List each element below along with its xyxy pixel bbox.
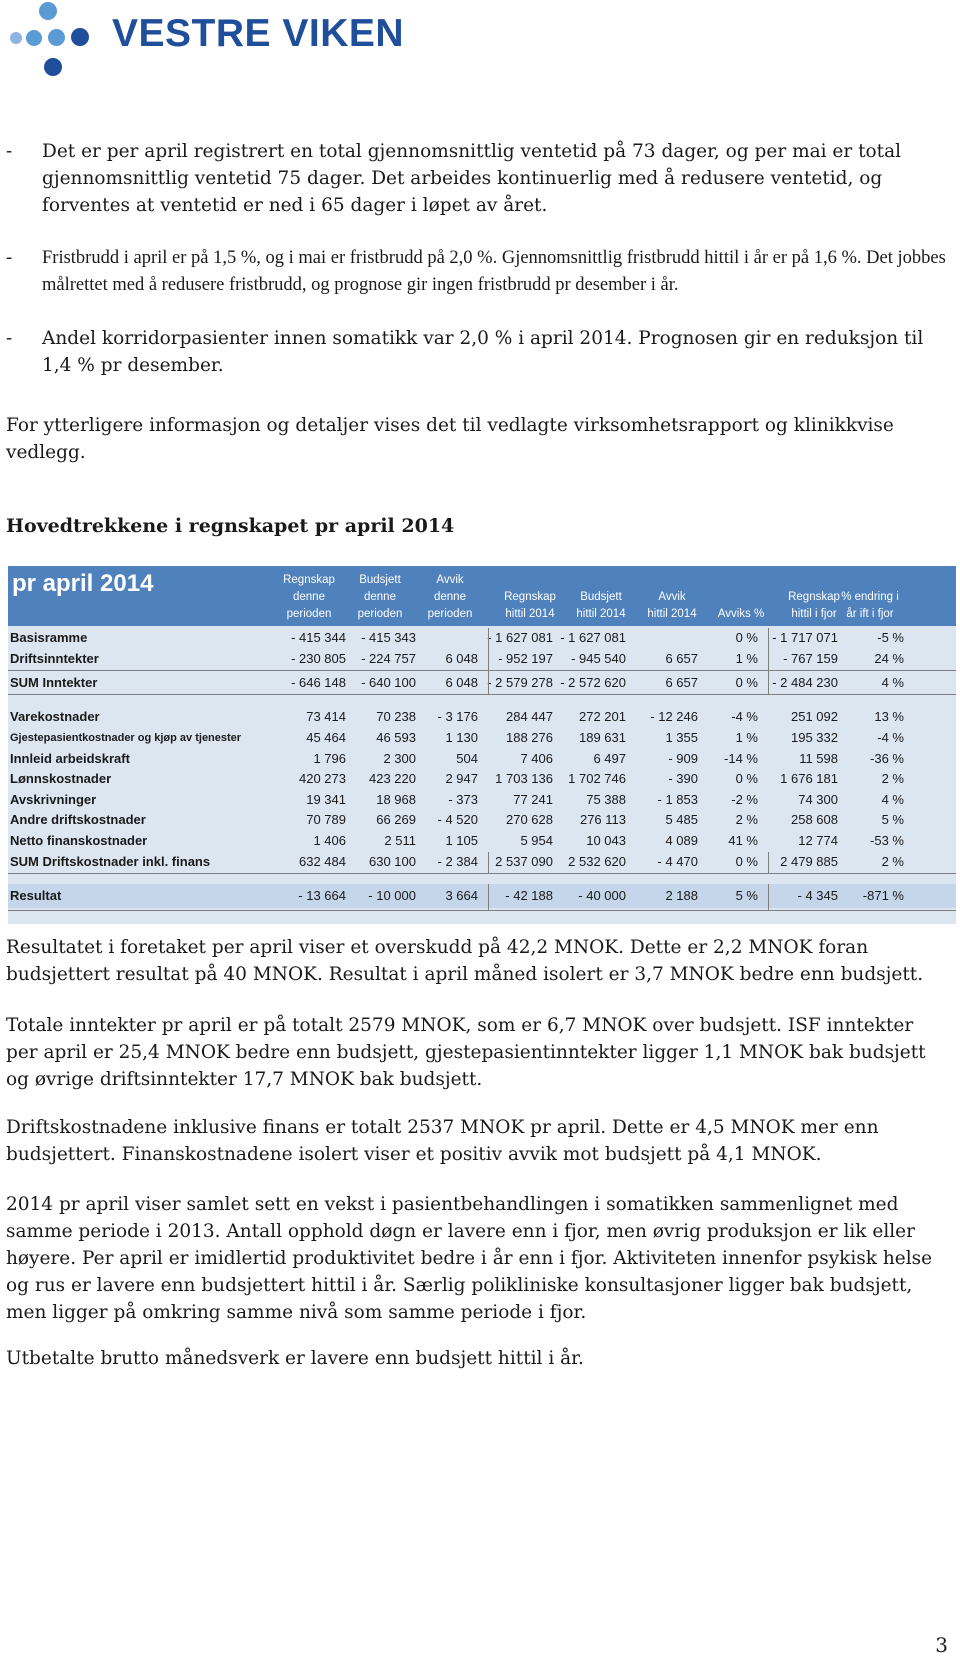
- table-cell: 504: [456, 751, 478, 766]
- table-cell: 75 388: [586, 792, 626, 807]
- table-cell: - 2 579 278: [487, 675, 553, 690]
- financial-table: [8, 566, 956, 924]
- table-cell: 11 598: [799, 751, 838, 766]
- table-cell: 2 %: [881, 771, 904, 786]
- table-cell: 6 497: [593, 751, 626, 766]
- table-cell: 1 355: [665, 730, 698, 745]
- column-header: [561, 589, 641, 623]
- paragraph-income: Totale inntekter pr april er på totalt 2579 MNOK, som er 6,7 MNOK over budsjett. ISF inntekter per april er 25,4 MNOK bedre enn budsjett, gjestepasientinntekter ligger 1,1 MNOK bak budsjett og øvrige driftsinntekter 17,7 MNOK bak budsjett.: [6, 1015, 926, 1090]
- table-cell: 276 113: [579, 812, 626, 827]
- column-divider: [768, 852, 769, 873]
- table-divider: [8, 670, 956, 671]
- table-cell: 632 484: [299, 854, 346, 869]
- table-cell: - 767 159: [783, 651, 838, 666]
- table-cell: 12 774: [798, 833, 838, 848]
- bullet-dash: -: [6, 141, 13, 162]
- table-cell: 13 %: [874, 709, 904, 724]
- column-header-line: Regnskap: [788, 591, 840, 603]
- table-cell: - 2 384: [437, 854, 478, 869]
- table-cell: - 909: [668, 751, 698, 766]
- table-cell: 45 464: [306, 730, 346, 745]
- table-row: [8, 769, 956, 790]
- table-cell: 0 %: [735, 675, 758, 690]
- table-row: [8, 628, 956, 649]
- table-cell: 258 608: [791, 812, 838, 827]
- table-cell: - 646 148: [291, 675, 346, 690]
- table-row: [8, 810, 956, 831]
- table-cell: -5 %: [877, 630, 904, 645]
- row-label: Netto finanskostnader: [10, 833, 148, 848]
- bullet-text: Andel korridorpasienter innen somatikk var 2,0 % i april 2014. Prognosen gir en reduksjon til 1,4 % pr desember.: [42, 328, 924, 376]
- table-cell: - 4 345: [797, 888, 838, 903]
- column-header-line: Regnskap: [283, 574, 335, 586]
- bullet-list: [6, 138, 946, 405]
- column-header-line: hittil 2014: [505, 608, 555, 620]
- bullet-waiting-time: [6, 138, 946, 219]
- table-cell: 6 657: [665, 651, 698, 666]
- table-cell: 2 537 090: [495, 854, 553, 869]
- table-cell: 1 796: [313, 751, 346, 766]
- table-cell: - 1 853: [657, 792, 698, 807]
- table-cell: - 952 197: [498, 651, 553, 666]
- table-cell: - 13 664: [298, 888, 346, 903]
- bullet-text: Det er per april registrert en total gjennomsnittlig ventetid på 73 dager, og per mai er total gjennomsnittlig ventetid 75 dager. Det arbeides kontinuerlig med å redusere ventetid, og forventes at ventetid er ned i 65 dager i løpet av året.: [42, 141, 902, 216]
- column-header: [701, 606, 781, 623]
- table-cell: - 3 176: [437, 709, 478, 724]
- table-cell: 18 968: [376, 792, 416, 807]
- logo-text: VESTRE VIKEN: [112, 12, 405, 55]
- table-cell: - 390: [668, 771, 698, 786]
- table-cell: - 42 188: [505, 888, 553, 903]
- column-header-line: % endring i: [841, 591, 899, 603]
- bullet-dash: -: [6, 248, 13, 268]
- table-cell: 2 532 620: [568, 854, 626, 869]
- column-header-line: Budsjett: [580, 591, 622, 603]
- table-cell: - 10 000: [368, 888, 416, 903]
- table-cell: 2 947: [445, 771, 478, 786]
- table-cell: 1 676 181: [780, 771, 838, 786]
- column-header: [490, 589, 570, 623]
- table-cell: - 415 344: [291, 630, 346, 645]
- table-cell: - 945 540: [571, 651, 626, 666]
- table-cell: -36 %: [870, 751, 904, 766]
- table-cell: 3 664: [445, 888, 478, 903]
- table-cell: 77 241: [513, 792, 553, 807]
- row-label: Avskrivninger: [10, 792, 97, 807]
- table-cell: 4 %: [881, 675, 904, 690]
- table-cell: 70 789: [306, 812, 346, 827]
- column-divider: [488, 884, 489, 910]
- table-cell: 0 %: [735, 771, 758, 786]
- table-cell: 4 %: [881, 792, 904, 807]
- table-cell: 0 %: [735, 854, 758, 869]
- table-cell: 188 276: [506, 730, 553, 745]
- table-cell: 41 %: [728, 833, 758, 848]
- table-cell: 2 511: [384, 833, 416, 848]
- table-cell: 284 447: [506, 709, 553, 724]
- column-header-line: perioden: [427, 608, 473, 620]
- row-label: Varekostnader: [10, 709, 100, 724]
- table-cell: 6 657: [665, 675, 698, 690]
- logo-dots-icon: [8, 0, 108, 80]
- table-cell: 5 485: [665, 812, 698, 827]
- row-label: Innleid arbeidskraft: [10, 751, 130, 766]
- column-header-line: Avviks %: [717, 608, 765, 620]
- column-header-line: Budsjett: [359, 574, 401, 586]
- table-cell: - 12 246: [650, 709, 698, 724]
- table-cell: -14 %: [724, 751, 758, 766]
- bullet-text: Fristbrudd i april er på 1,5 %, og i mai er fristbrudd på 2,0 %. Gjennomsnittlig fristbrudd hittil i år er på 1,6 %. Det jobbes målrettet med å redusere fristbrudd, og prognose gir ingen fristbrudd pr desember i år.: [42, 248, 946, 295]
- column-header-line: perioden: [357, 608, 403, 620]
- column-header-line: Avvik: [436, 574, 464, 586]
- table-title: pr april 2014: [12, 570, 154, 597]
- column-header-line: denne: [434, 591, 466, 603]
- table-cell: 1 %: [735, 730, 758, 745]
- table-cell: 420 273: [299, 771, 346, 786]
- row-label: SUM Inntekter: [10, 675, 98, 690]
- table-cell: - 4 520: [437, 812, 478, 827]
- table-cell: 5 %: [735, 888, 758, 903]
- table-cell: 1 702 746: [568, 771, 626, 786]
- table-cell: 2 300: [383, 751, 416, 766]
- row-label: Lønnskostnader: [10, 771, 112, 786]
- vestre-viken-logo: [8, 0, 408, 80]
- table-cell: -4 %: [877, 730, 904, 745]
- intro-paragraph: For ytterligere informasjon og detaljer vises det til vedlagte virksomhetsrapport og klinikkvise vedlegg.: [6, 415, 894, 463]
- table-cell: 0 %: [735, 630, 758, 645]
- row-label: Driftsinntekter: [10, 651, 99, 666]
- table-cell: 2 %: [735, 812, 758, 827]
- column-divider: [488, 852, 489, 873]
- table-cell: 251 092: [791, 709, 838, 724]
- row-label: Gjestepasientkostnader og kjøp av tjenester: [10, 732, 242, 744]
- table-cell: 6 048: [445, 651, 478, 666]
- column-divider: [488, 670, 489, 694]
- table-cell: 6 048: [445, 675, 478, 690]
- column-divider: [768, 670, 769, 694]
- row-label: Andre driftskostnader: [10, 812, 146, 827]
- table-cell: - 373: [448, 792, 478, 807]
- table-cell: -4 %: [731, 709, 758, 724]
- column-header-line: denne: [293, 591, 325, 603]
- table-cell: 1 406: [313, 833, 346, 848]
- table-cell: 5 954: [520, 833, 553, 848]
- table-row: [8, 886, 956, 907]
- table-cell: - 2 484 230: [772, 675, 838, 690]
- row-label: Resultat: [10, 888, 62, 903]
- table-row: [8, 707, 956, 728]
- column-header: [830, 589, 910, 623]
- row-label: Basisramme: [10, 630, 88, 645]
- column-header-line: år ift i fjor: [846, 608, 894, 620]
- table-cell: 74 300: [798, 792, 838, 807]
- table-cell: -871 %: [862, 888, 904, 903]
- table-cell: 46 593: [376, 730, 416, 745]
- paragraph-costs: Driftskostnadene inklusive finans er totalt 2537 MNOK pr april. Dette er 4,5 MNOK mer enn budsjettert. Finanskostnadene isolert viser et positiv avvik mot budsjett på 4,1 MNOK.: [6, 1117, 879, 1165]
- table-cell: 5 %: [881, 812, 904, 827]
- table-cell: 66 269: [376, 812, 416, 827]
- table-cell: - 40 000: [578, 888, 626, 903]
- table-cell: 4 089: [665, 833, 698, 848]
- bullet-dash: -: [6, 328, 13, 349]
- table-cell: 1 703 136: [495, 771, 553, 786]
- column-header-line: hittil i fjor: [791, 608, 837, 620]
- paragraph-manyears: Utbetalte brutto månedsverk er lavere enn budsjett hittil i år.: [6, 1348, 584, 1369]
- column-header: [410, 572, 490, 623]
- table-cell: 19 341: [306, 792, 346, 807]
- table-cell: - 4 470: [657, 854, 698, 869]
- table-row: [8, 749, 956, 770]
- table-cell: 2 %: [881, 854, 904, 869]
- column-header: [632, 589, 712, 623]
- table-row: [8, 728, 956, 749]
- row-label: SUM Driftskostnader inkl. finans: [10, 854, 211, 869]
- table-cell: 24 %: [874, 651, 904, 666]
- table-cell: 272 201: [579, 709, 626, 724]
- table-cell: 2 188: [665, 888, 698, 903]
- column-header: [269, 572, 349, 623]
- table-cell: 423 220: [369, 771, 416, 786]
- column-header-line: perioden: [286, 608, 332, 620]
- column-header-line: Avvik: [658, 591, 686, 603]
- table-cell: 7 406: [520, 751, 553, 766]
- table-cell: 189 631: [579, 730, 626, 745]
- column-header: [340, 572, 420, 623]
- table-cell: -53 %: [870, 833, 904, 848]
- table-cell: 10 043: [586, 833, 626, 848]
- table-cell: - 2 572 620: [560, 675, 626, 690]
- paragraph-activity: 2014 pr april viser samlet sett en vekst i pasientbehandlingen i somatikken sammenlignet med samme periode i 2013. Antall opphold døgn er lavere enn i fjor, men øvrig produksjon er lik eller høyere. Per april er imidlertid produktivitet bedre i år enn i fjor. Aktiviteten innenfor psykisk helse og rus er lavere enn budsjettert hittil i år. Særlig polikliniske konsultasjoner ligger bak budsjett, men ligger på omkring samme nivå som samme periode i fjor.: [6, 1194, 933, 1323]
- table-cell: - 1 627 081: [560, 630, 626, 645]
- table-cell: 270 628: [506, 812, 553, 827]
- table-cell: 2 479 885: [780, 854, 838, 869]
- table-row: [8, 831, 956, 852]
- table-divider: [8, 694, 956, 695]
- table-divider: [8, 873, 956, 874]
- column-divider: [768, 884, 769, 910]
- table-cell: - 224 757: [361, 651, 416, 666]
- table-cell: - 1 717 071: [772, 630, 838, 645]
- table-cell: 1 %: [735, 651, 758, 666]
- table-cell: - 415 343: [361, 630, 416, 645]
- table-cell: 630 100: [369, 854, 416, 869]
- column-header-line: hittil 2014: [647, 608, 697, 620]
- table-cell: 195 332: [791, 730, 838, 745]
- bullet-fristbrudd: [6, 245, 946, 299]
- column-header-line: hittil 2014: [576, 608, 626, 620]
- table-row: [8, 673, 956, 694]
- column-header-line: Regnskap: [504, 591, 556, 603]
- table-row: [8, 852, 956, 873]
- table-cell: 1 130: [445, 730, 478, 745]
- table-cell: 70 238: [376, 709, 416, 724]
- table-header: [8, 566, 956, 626]
- table-cell: - 1 627 081: [487, 630, 553, 645]
- bullet-korridor: [6, 325, 946, 379]
- table-cell: - 640 100: [361, 675, 416, 690]
- section-heading: Hovedtrekkene i regnskapet pr april 2014: [6, 515, 455, 537]
- column-header-line: denne: [364, 591, 396, 603]
- table-row: [8, 649, 956, 670]
- table-row: [8, 790, 956, 811]
- table-cell: - 230 805: [291, 651, 346, 666]
- table-divider: [8, 910, 956, 911]
- table-cell: -2 %: [731, 792, 758, 807]
- table-cell: 1 105: [445, 833, 478, 848]
- table-cell: 73 414: [306, 709, 346, 724]
- page-number: 3: [935, 1633, 948, 1657]
- paragraph-result: Resultatet i foretaket per april viser et overskudd på 42,2 MNOK. Dette er 2,2 MNOK foran budsjettert resultat på 40 MNOK. Resultat i april måned isolert er 3,7 MNOK bedre enn budsjett.: [6, 937, 924, 985]
